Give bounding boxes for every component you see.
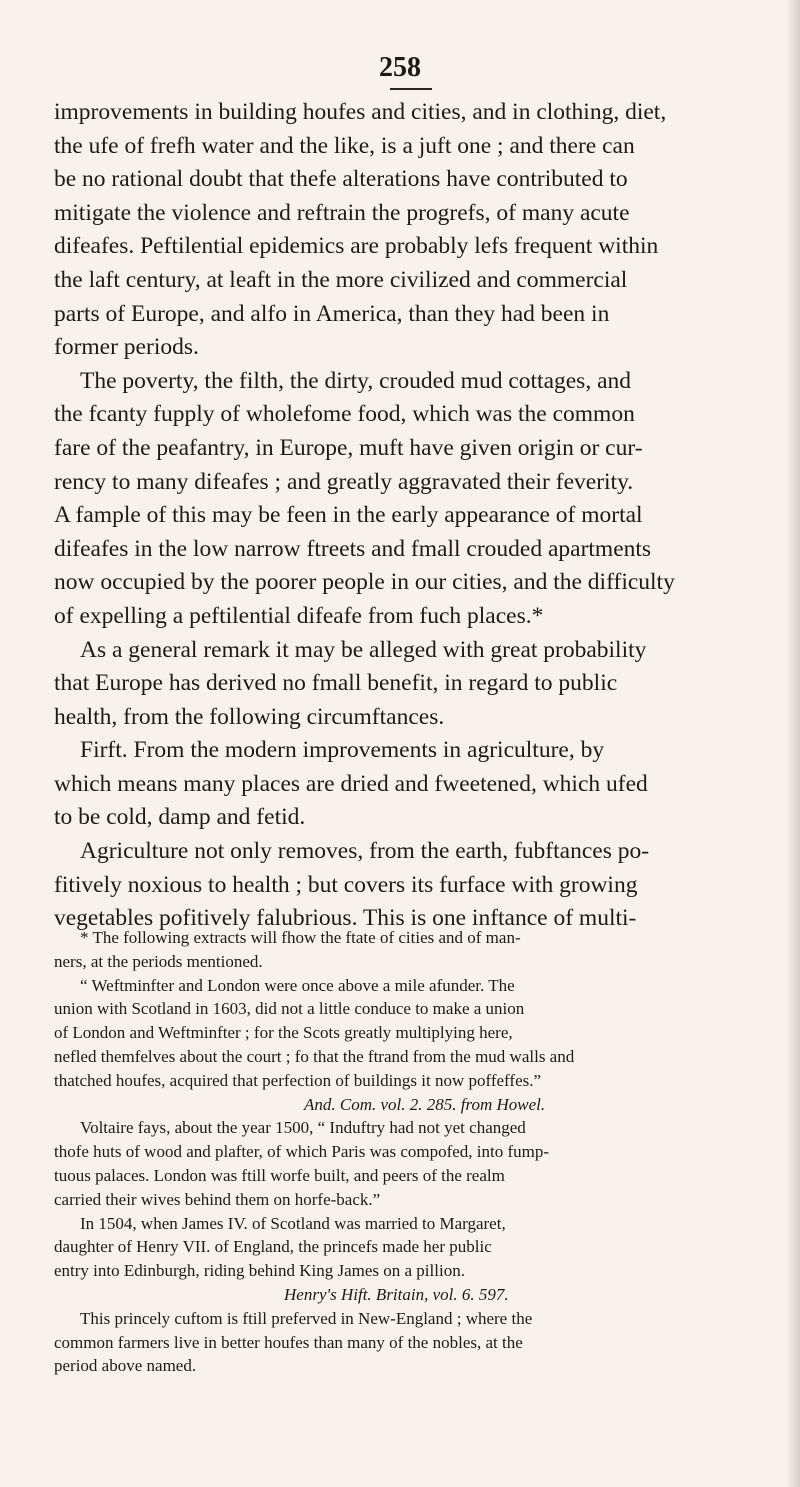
text-line: fare of the peafantry, in Europe, muft have given origin or cur-	[54, 434, 643, 461]
text-line: mitigate the violence and reftrain the progrefs, of many acute	[54, 199, 630, 226]
footnote-line: thatched houfes, acquired that perfection of buildings it now poffeffes.”	[54, 1070, 542, 1090]
text-line: improvements in building houfes and cities, and in clothing, diet,	[54, 99, 667, 125]
footnote-line: * The following extracts will fhow the ftate of cities and of man-	[80, 928, 521, 947]
footnote-line: “ Weftminfter and London were once above a mile afunder. The	[80, 975, 515, 995]
text-line: of expelling a peftilential difeafe from fuch places.*	[54, 602, 544, 629]
footnote-line: tuous palaces. London was ftill worfe built, and peers of the realm	[54, 1165, 505, 1185]
text-line: A fample of this may be feen in the early appearance of mortal	[54, 502, 643, 529]
text-line: now occupied by the poorer people in our cities, and the difficulty	[54, 569, 675, 596]
footnote-line: daughter of Henry VII. of England, the princefs made her public	[54, 1237, 492, 1257]
text-line: The poverty, the filth, the dirty, crouded mud cottages, and	[80, 367, 631, 394]
footnotes	[54, 926, 764, 1378]
text-line: which means many places are dried and fweetened, which ufed	[54, 770, 648, 797]
page-number-area	[0, 54, 800, 82]
footnote-line: entry into Edinburgh, riding behind King James on a pillion.	[54, 1261, 465, 1281]
page-edge-shadow	[786, 0, 800, 1487]
text-line: fitively noxious to health ; but covers its furface with growing	[54, 871, 638, 898]
footnote-line: union with Scotland in 1603, did not a little conduce to make a union	[54, 999, 525, 1019]
text-line: difeafes in the low narrow ftreets and fmall crouded apartments	[54, 535, 652, 562]
footnote-line: This princely cuftom is ftill preferved in New-England ; where the	[80, 1308, 533, 1328]
text-line: vegetables pofitively falubrious. This is one inftance of multi-	[54, 905, 637, 932]
text-line: difeafes. Peftilential epidemics are probably lefs frequent within	[54, 233, 659, 260]
footnote-line: Voltaire fays, about the year 1500, “ Induftry had not yet changed	[80, 1118, 526, 1138]
footnote-line: thofe huts of wood and plafter, of which Paris was compofed, into fump-	[54, 1142, 550, 1162]
footnote-line: In 1504, when James IV. of Scotland was married to Margaret,	[80, 1213, 506, 1233]
text-line: the laft century, at leaft in the more civilized and commercial	[54, 266, 628, 293]
footnote-line: nefled themfelves about the court ; fo that the ftrand from the mud walls and	[54, 1046, 575, 1066]
text-line: the ufe of frefh water and the like, is a juft one ; and there can	[54, 132, 635, 159]
footnote-line: period above named.	[54, 1356, 197, 1376]
text-line: As a general remark it may be alleged with great probability	[80, 636, 647, 663]
footnote-line: common farmers live in better houfes than many of the nobles, at the	[54, 1332, 523, 1352]
text-line: the fcanty fupply of wholefome food, which was the common	[54, 401, 635, 428]
text-line: rency to many difeafes ; and greatly aggravated their feverity.	[54, 468, 634, 495]
text-line: parts of Europe, and alfo in America, than they had been in	[54, 300, 610, 327]
text-line: Firft. From the modern improvements in agriculture, by	[80, 737, 605, 764]
page-number: 258	[379, 52, 421, 83]
footnote-line: of London and Weftminfter ; for the Scots greatly multiplying here,	[54, 1023, 513, 1043]
text-line: former periods.	[54, 334, 199, 361]
text-line: that Europe has derived no fmall benefit, in regard to public	[54, 670, 618, 697]
text-line: be no rational doubt that thefe alterations have contributed to	[54, 166, 628, 193]
footnote-line: carried their wives behind them on horfe-back.”	[54, 1189, 381, 1209]
text-line: health, from the following circumftances.	[54, 703, 445, 730]
footnote-source: And. Com. vol. 2. 285. from Howel.	[304, 1094, 546, 1114]
text-line: Agriculture not only removes, from the earth, fubftances po-	[80, 838, 650, 865]
text-line: to be cold, damp and fetid.	[54, 804, 306, 831]
footnote-line: ners, at the periods mentioned.	[54, 951, 263, 971]
page-number-rule	[390, 88, 432, 90]
footnote-source: Henry's Hift. Britain, vol. 6. 597.	[284, 1284, 509, 1304]
body-text	[54, 96, 764, 936]
